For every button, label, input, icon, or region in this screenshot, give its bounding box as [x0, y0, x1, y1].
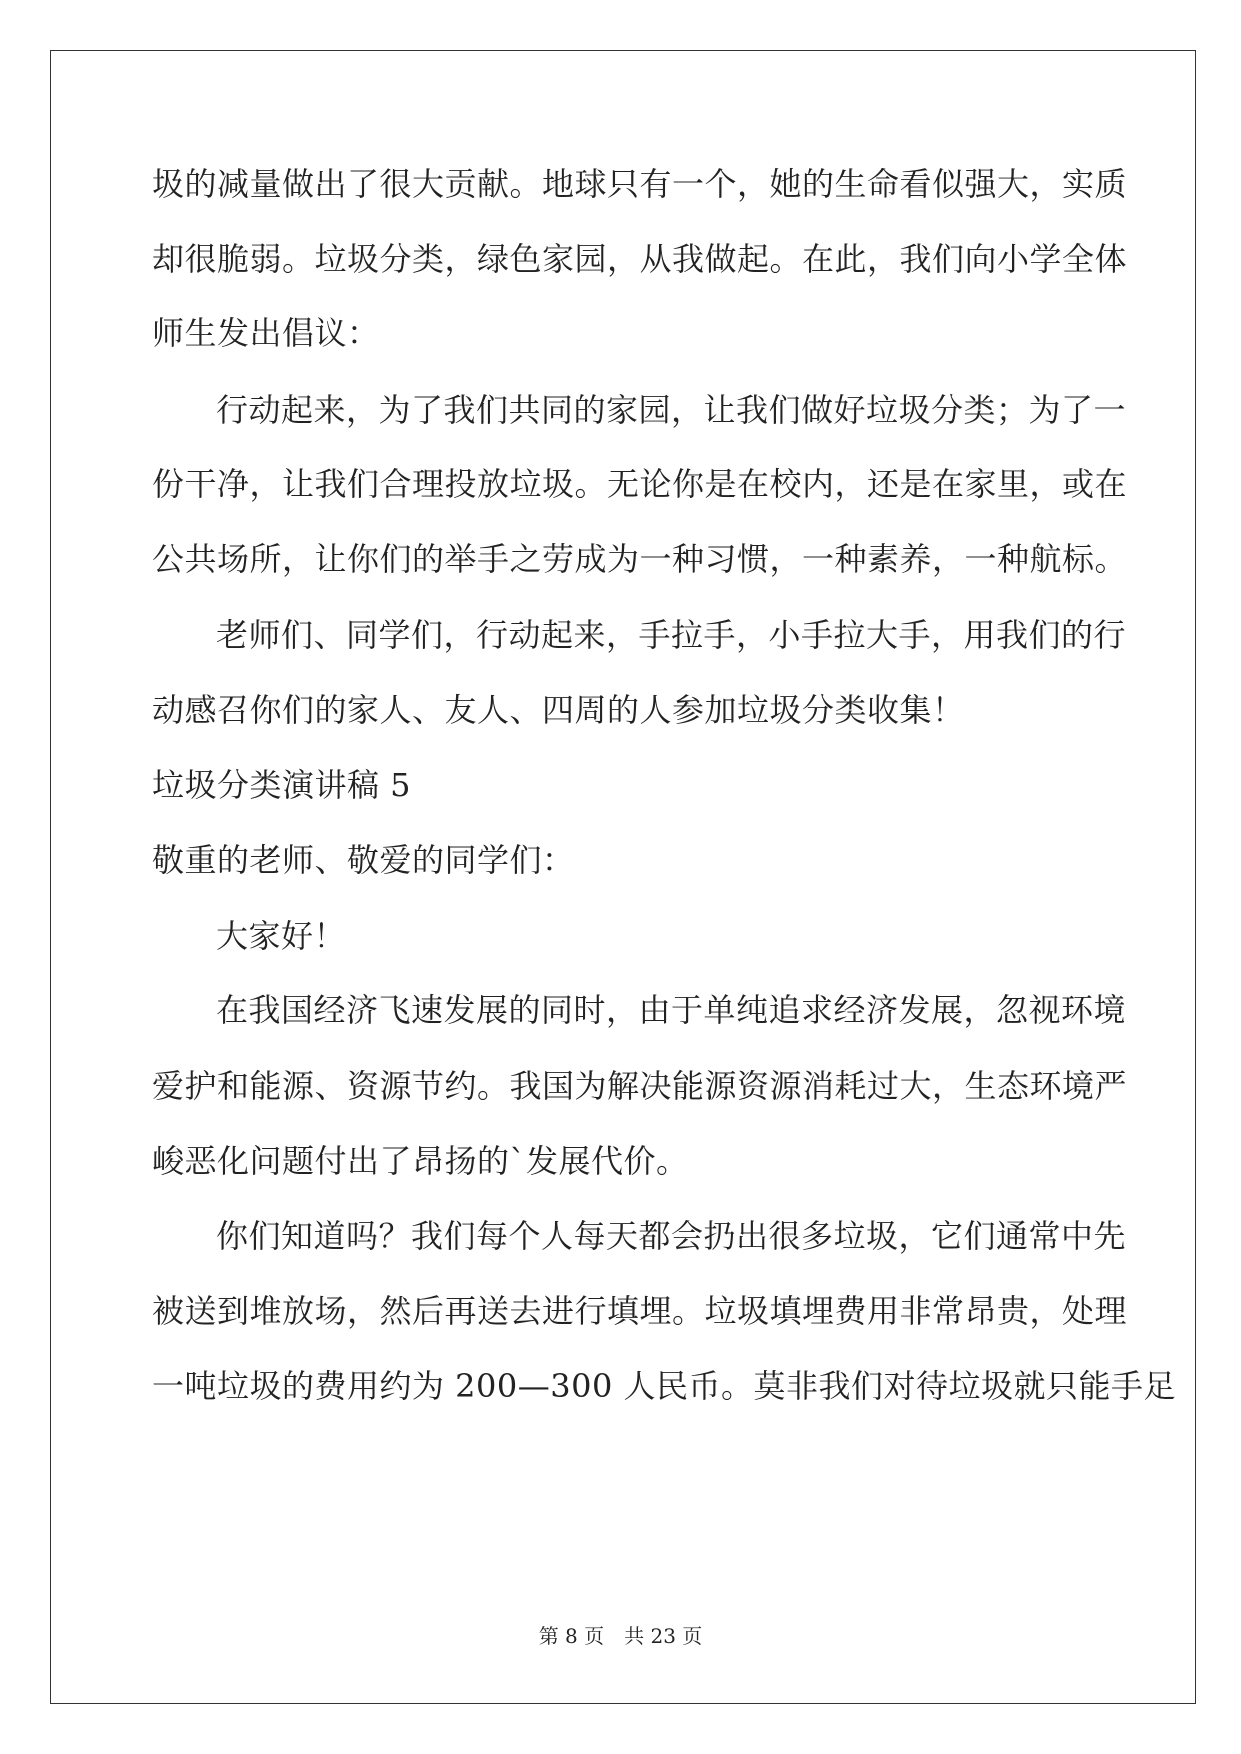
page-number: 第 8 页 [538, 1624, 605, 1648]
text-line: 动感召你们的家人、友人、四周的人参加垃圾分类收集！ [152, 691, 965, 729]
section-heading: 垃圾分类演讲稿 5 [152, 766, 412, 804]
page-total: 共 23 页 [624, 1624, 703, 1648]
text-line: 却很脆弱。垃圾分类，绿色家园，从我做起。在此，我们向小学全体 [152, 240, 1128, 278]
page-footer [0, 1623, 1241, 1649]
text-line: 公共场所，让你们的举手之劳成为一种习惯，一种素养，一种航标。 [152, 540, 1128, 578]
paragraph-start-line: 老师们、同学们，行动起来，手拉手，小手拉大手，用我们的行 [216, 616, 1127, 654]
text-line: 份干净，让我们合理投放垃圾。无论你是在校内，还是在家里，或在 [152, 465, 1128, 503]
text-line: 圾的减量做出了很大贡献。地球只有一个，她的生命看似强大，实质 [152, 165, 1128, 203]
paragraph-start-line: 你们知道吗？我们每个人每天都会扔出很多垃圾，它们通常中先 [216, 1217, 1127, 1255]
salutation-line: 敬重的老师、敬爱的同学们： [152, 841, 575, 879]
text-line: 峻恶化问题付出了昂扬的`发展代价。 [152, 1142, 689, 1180]
paragraph-start-line: 行动起来，为了我们共同的家园，让我们做好垃圾分类；为了一 [216, 391, 1127, 429]
text-line: 爱护和能源、资源节约。我国为解决能源资源消耗过大，生态环境严 [152, 1067, 1128, 1105]
text-line: 一吨垃圾的费用约为 200—300 人民币。莫非我们对待垃圾就只能手足 [152, 1367, 1177, 1405]
paragraph-start-line: 在我国经济飞速发展的同时，由于单纯追求经济发展，忽视环境 [216, 991, 1127, 1029]
text-line: 师生发出倡议： [152, 314, 380, 352]
text-line: 被送到堆放场，然后再送去进行填埋。垃圾填埋费用非常昂贵，处理 [152, 1292, 1128, 1330]
greeting-line: 大家好！ [216, 917, 347, 955]
